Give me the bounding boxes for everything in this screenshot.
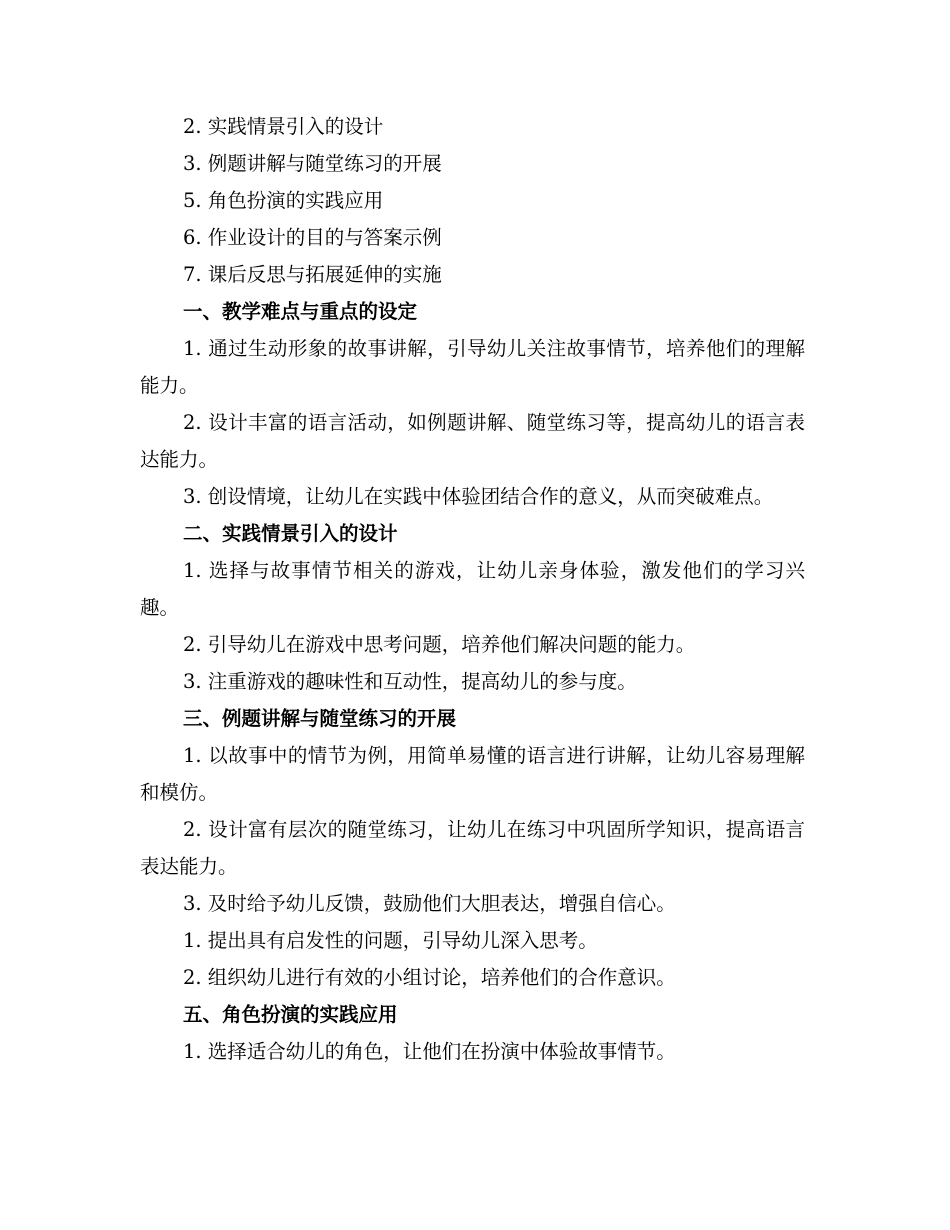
paragraph: 1. 提出具有启发性的问题，引导幼儿深入思考。 xyxy=(183,929,598,952)
paragraph: 1. 选择适合幼儿的角色，让他们在扮演中体验故事情节。 xyxy=(183,1040,676,1063)
document-body xyxy=(140,108,805,1070)
paragraph: 1. 选择与故事情节相关的游戏，让幼儿亲身体验，激发他们的学习兴趣。 xyxy=(140,559,805,619)
paragraph: 3. 及时给予幼儿反馈，鼓励他们大胆表达，增强自信心。 xyxy=(183,892,676,915)
toc-item: 6. 作业设计的目的与答案示例 xyxy=(183,226,442,249)
paragraph: 1. 以故事中的情节为例，用简单易懂的语言进行讲解，让幼儿容易理解和模仿。 xyxy=(140,744,805,804)
section-heading: 一、教学难点与重点的设定 xyxy=(183,300,418,323)
paragraph: 2. 组织幼儿进行有效的小组讨论，培养他们的合作意识。 xyxy=(183,966,676,989)
paragraph: 2. 引导幼儿在游戏中思考问题，培养他们解决问题的能力。 xyxy=(183,633,696,656)
paragraph: 1. 通过生动形象的故事讲解，引导幼儿关注故事情节，培养他们的理解能力。 xyxy=(140,337,805,397)
paragraph: 2. 设计丰富的语言活动，如例题讲解、随堂练习等，提高幼儿的语言表达能力。 xyxy=(140,411,805,471)
section-heading: 五、角色扮演的实践应用 xyxy=(183,1003,398,1026)
toc-item: 2. 实践情景引入的设计 xyxy=(183,115,384,138)
paragraph: 3. 注重游戏的趣味性和互动性，提高幼儿的参与度。 xyxy=(183,670,637,693)
toc-item: 5. 角色扮演的实践应用 xyxy=(183,189,384,212)
paragraph: 3. 创设情境，让幼儿在实践中体验团结合作的意义，从而突破难点。 xyxy=(183,485,774,508)
toc-item: 3. 例题讲解与随堂练习的开展 xyxy=(183,152,442,175)
toc-item: 7. 课后反思与拓展延伸的实施 xyxy=(183,263,442,286)
section-heading: 二、实践情景引入的设计 xyxy=(183,522,398,545)
paragraph: 2. 设计富有层次的随堂练习，让幼儿在练习中巩固所学知识，提高语言表达能力。 xyxy=(140,818,805,878)
section-heading: 三、例题讲解与随堂练习的开展 xyxy=(183,707,457,730)
